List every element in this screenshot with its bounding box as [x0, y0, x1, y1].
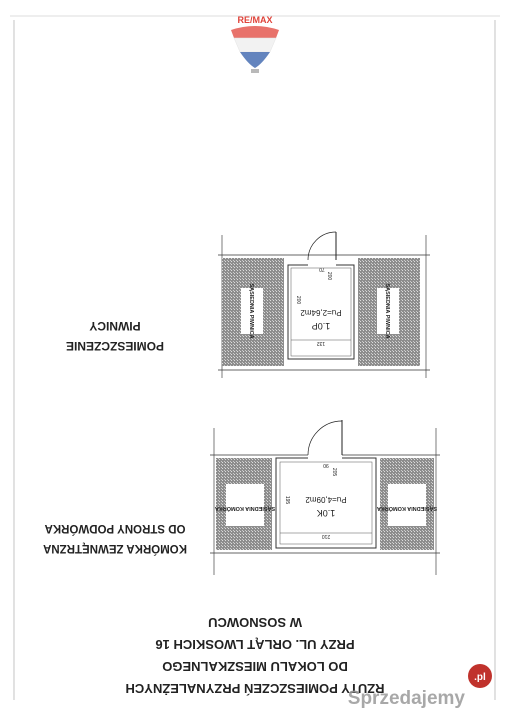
cell-dim-height: 195	[284, 495, 290, 505]
basement-room-id: 1.0P	[311, 321, 331, 331]
cell-area: Pu=4,09m2	[305, 495, 347, 504]
basement-neighbor-right-label: SĄSIEDNIA PIWNICA	[384, 283, 390, 339]
cell-neighbor-right-label: SĄSIEDNIA KOMÓRKA	[376, 505, 438, 511]
remax-logo	[231, 15, 279, 73]
cell-dim-width: 210	[321, 533, 331, 539]
cell-title-line1: KOMÓRKA ZEWNĘTRZNA	[43, 542, 187, 554]
basement-title-line2: PIWNICY	[89, 319, 141, 333]
basement-dim-door-height: 200	[326, 271, 332, 281]
cell-door-swing	[308, 421, 342, 455]
cell-neighbor-left-label: SĄSIEDNIA KOMÓRKA	[214, 505, 276, 511]
balloon-white-band	[234, 38, 276, 52]
watermark-name: Sprzedajemy	[347, 688, 465, 709]
watermark-suffix: .pl	[474, 672, 486, 683]
cell-neighbor-left-label-bg	[226, 484, 264, 526]
cell-dim-door-height: 205	[331, 467, 337, 477]
basement-door-gap	[308, 258, 336, 266]
basement-title-line1: POMIESZCZENIE	[65, 339, 165, 353]
cell-neighbor-right-label-bg	[388, 484, 426, 526]
basement-area: Pu=2,64m2	[300, 308, 342, 317]
outdoor-cell-plan	[43, 420, 440, 575]
basement-plan	[66, 232, 430, 378]
balloon-blue-band	[240, 52, 270, 68]
balloon-red-band	[231, 26, 279, 38]
basement-door-swing	[308, 232, 336, 260]
balloon-basket	[251, 69, 259, 73]
footer-line2: DO LOKALU MIESZKALNEGO	[162, 659, 348, 674]
basement-dim-height: 200	[295, 295, 301, 305]
cell-door-gap	[308, 452, 342, 460]
cell-room-id: 1.0K	[316, 508, 336, 518]
cell-dim-door: 90	[323, 462, 329, 468]
basement-dim-width: 132	[316, 340, 326, 346]
footer-title-block	[125, 615, 384, 696]
basement-dim-door: 70	[319, 266, 325, 272]
basement-neighbor-left-label: SĄSIEDNIA PIWNICA	[248, 283, 254, 339]
footer-line4: W SOSNOWCU	[208, 615, 302, 630]
footer-line1: RZUTY POMIESZCZEŃ PRZYNALEŻNYCH	[125, 681, 385, 696]
cell-title-line2: OD STRONY PODWÓRKA	[44, 522, 186, 534]
remax-logo-text: RE/MAX	[237, 15, 273, 25]
footer-line3: PRZY UL. ORLĄT LWOSKICH 16	[155, 637, 355, 652]
